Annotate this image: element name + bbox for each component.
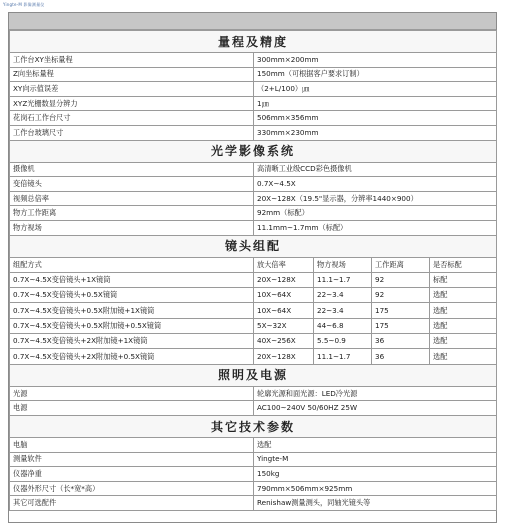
section-title-lens: 镜头组配 (10, 235, 497, 257)
spec-label: 光源 (10, 386, 254, 401)
lens-working-distance: 175 (372, 318, 430, 333)
lens-working-distance: 175 (372, 303, 430, 318)
lens-standard: 选配 (430, 318, 497, 333)
column-header: 放大倍率 (254, 257, 314, 272)
spec-label: 变倍镜头 (10, 177, 254, 192)
section-title-light: 照明及电源 (10, 364, 497, 386)
spec-label: 仪器外形尺寸（长*宽*高） (10, 481, 254, 496)
lens-magnification: 10X~64X (254, 287, 314, 302)
lens-standard: 选配 (430, 303, 497, 318)
lens-working-distance: 36 (372, 349, 430, 364)
spec-label: 电源 (10, 401, 254, 416)
column-header: 组配方式 (10, 257, 254, 272)
spec-value: 506mm×356mm (254, 111, 497, 126)
spec-label: 物方工作距离 (10, 206, 254, 221)
spec-value: （2+L/100）㎛ (254, 82, 497, 97)
lens-working-distance: 36 (372, 334, 430, 349)
lens-working-distance: 92 (372, 272, 430, 287)
lens-config: 0.7X~4.5X变倍镜头+0.5X镜筒 (10, 287, 254, 302)
header-band (9, 13, 496, 30)
spec-label: 电脑 (10, 438, 254, 453)
spec-value: 选配 (254, 438, 497, 453)
lens-magnification: 20X~128X (254, 272, 314, 287)
spec-label: Z向坐标量程 (10, 67, 254, 82)
spec-value: 92mm（标配） (254, 206, 497, 221)
spec-label: XY向示值误差 (10, 82, 254, 97)
spec-value: 300mm×200mm (254, 53, 497, 68)
spec-value: 11.1mm~1.7mm（标配） (254, 220, 497, 235)
column-header: 是否标配 (430, 257, 497, 272)
spec-value: Renishaw测量测头，同轴光镜头等 (254, 496, 497, 511)
column-header: 物方视场 (314, 257, 372, 272)
spec-label: 工作台XY坐标量程 (10, 53, 254, 68)
lens-config: 0.7X~4.5X变倍镜头+2X附加镜+1X镜筒 (10, 334, 254, 349)
lens-standard: 标配 (430, 272, 497, 287)
spec-label: 其它可选配件 (10, 496, 254, 511)
lens-working-distance: 92 (372, 287, 430, 302)
lens-magnification: 40X~256X (254, 334, 314, 349)
column-header: 工作距离 (372, 257, 430, 272)
spec-value: 330mm×230mm (254, 125, 497, 140)
lens-standard: 选配 (430, 287, 497, 302)
spec-label: 物方视场 (10, 220, 254, 235)
spec-label: 工作台玻璃尺寸 (10, 125, 254, 140)
spec-value: Yingte-M (254, 452, 497, 467)
lens-magnification: 20X~128X (254, 349, 314, 364)
lens-magnification: 5X~32X (254, 318, 314, 333)
spec-table (9, 30, 497, 511)
lens-field-of-view: 5.5~0.9 (314, 334, 372, 349)
spec-value: 1㎛ (254, 96, 497, 111)
document-caption: Yingte-M 影像测量仪 (3, 2, 45, 7)
spec-label: 视频总倍率 (10, 191, 254, 206)
top-caption-bar (0, 0, 507, 12)
lens-config: 0.7X~4.5X变倍镜头+0.5X附加镜+0.5X镜筒 (10, 318, 254, 333)
spec-label: 测量软件 (10, 452, 254, 467)
section-title-other: 其它技术参数 (10, 416, 497, 438)
spec-value: 150mm（可根据客户要求订制） (254, 67, 497, 82)
lens-field-of-view: 44~6.8 (314, 318, 372, 333)
spec-value: 0.7X~4.5X (254, 177, 497, 192)
spec-value: AC100~240V 50/60HZ 25W (254, 401, 497, 416)
lens-magnification: 10X~64X (254, 303, 314, 318)
section-title-optics: 光学影像系统 (10, 140, 497, 162)
spec-value: 20X~128X（19.5"显示器，分辨率1440×900） (254, 191, 497, 206)
lens-standard: 选配 (430, 334, 497, 349)
lens-config: 0.7X~4.5X变倍镜头+1X镜筒 (10, 272, 254, 287)
spec-label: 摄像机 (10, 162, 254, 177)
spec-label: XYZ光栅数显分辨力 (10, 96, 254, 111)
spec-value: 轮廓光源和面光源：LED冷光源 (254, 386, 497, 401)
spec-sheet (8, 12, 497, 523)
lens-standard: 选配 (430, 349, 497, 364)
lens-field-of-view: 22~3.4 (314, 287, 372, 302)
lens-field-of-view: 11.1~1.7 (314, 272, 372, 287)
spec-value: 高清晰工业级CCD彩色摄像机 (254, 162, 497, 177)
spec-label: 仪器净重 (10, 467, 254, 482)
lens-field-of-view: 11.1~1.7 (314, 349, 372, 364)
spec-value: 790mm×506mm×925mm (254, 481, 497, 496)
lens-field-of-view: 22~3.4 (314, 303, 372, 318)
section-title-range: 量程及精度 (10, 31, 497, 53)
lens-config: 0.7X~4.5X变倍镜头+2X附加镜+0.5X镜筒 (10, 349, 254, 364)
lens-config: 0.7X~4.5X变倍镜头+0.5X附加镜+1X镜筒 (10, 303, 254, 318)
spec-label: 花岗石工作台尺寸 (10, 111, 254, 126)
spec-value: 150kg (254, 467, 497, 482)
